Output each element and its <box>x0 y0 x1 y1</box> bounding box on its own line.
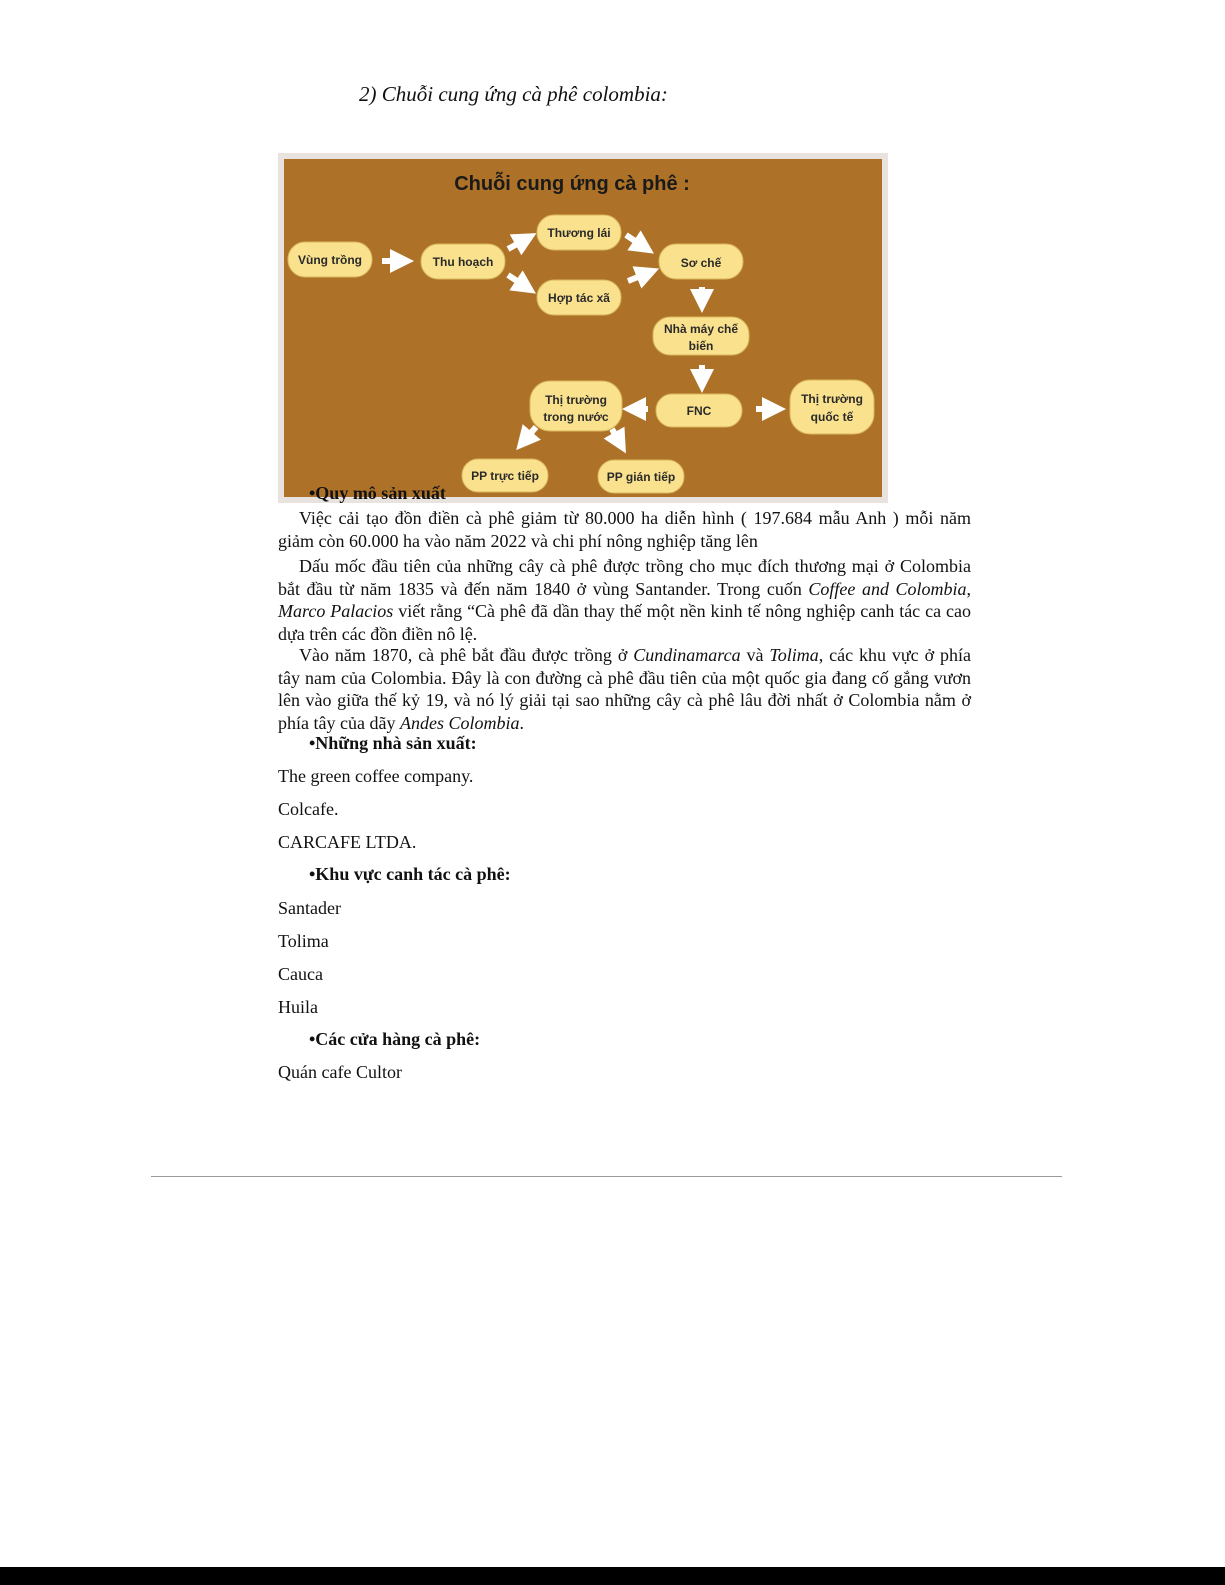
producers-heading: •Những nhà sản xuất: <box>309 733 477 753</box>
paragraph-regions-history <box>278 644 971 734</box>
label-pp-truc-tiep: PP trực tiếp <box>471 469 539 483</box>
region-tolima: Tolima <box>769 645 819 665</box>
history-text-2: , <box>966 578 971 599</box>
history-text-3: viết rằng “Cà phê đã dần thay thế một nền kinh tế nông nghiệp canh tác ca cao dựa trên các đồn điền nô lệ. <box>278 601 972 644</box>
shops-heading: •Các cửa hàng cà phê: <box>309 1029 481 1049</box>
region-item: Tolima <box>278 931 329 951</box>
paragraph-history <box>278 555 971 645</box>
diagram-background <box>284 159 882 497</box>
label-nha-may-2: biến <box>688 339 714 353</box>
region-andes: Andes Colombia <box>399 712 520 733</box>
node-tt-quoc-te <box>790 380 874 434</box>
history-text-1: Dấu mốc đầu tiên của những cây cà phê được trồng cho mục đích thương mại ở Colombia bắt đầu từ năm 1835 và đến năm 1840 ở vùng Santander. Trong cuốn <box>278 556 971 599</box>
regions-text-3: , các khu vực ở phía tây nam của Colombia. Đây là con đường cà phê đầu tiên của một quốc gia đang cố gắng vươn lên vào giữa thế kỷ 19, và nó lý giải tại sao những cây cà phê lâu đời nhất ở Colombia nằm ở phía tây của dãy <box>278 645 971 733</box>
region-item: Huila <box>278 997 318 1017</box>
regions-text-2: và <box>740 645 770 665</box>
label-hop-tac-xa: Hợp tác xã <box>548 291 610 305</box>
regions-text-1: Vào năm 1870, cà phê bắt đầu được trồng ở <box>299 645 634 665</box>
scale-heading: •Quy mô sản xuất <box>309 483 446 503</box>
label-fnc: FNC <box>686 404 712 418</box>
regions-heading: •Khu vực canh tác cà phê: <box>309 864 511 884</box>
footer-divider <box>151 1176 1062 1177</box>
label-pp-gian-tiep: PP gián tiếp <box>606 470 676 484</box>
paragraph-scale: Việc cải tạo đồn điền cà phê giảm từ 80.000 ha diễn hình ( 197.684 mẫu Anh ) mỗi năm giảm còn 60.000 ha vào năm 2022 và chi phí nông nghiệp tăng lên <box>278 508 971 551</box>
regions-text-4: . <box>519 712 524 733</box>
label-so-che: Sơ chế <box>680 256 722 270</box>
supply-chain-diagram <box>278 153 888 503</box>
diagram-title: Chuỗi cung ứng cà phê : <box>454 173 690 195</box>
label-thu-hoach: Thu hoạch <box>432 255 494 269</box>
section-heading: 2) Chuỗi cung ứng cà phê colombia: <box>359 82 668 106</box>
label-vung-trong: Vùng trồng <box>298 253 362 267</box>
label-tt-quoc-te-1: Thị trường <box>801 392 863 406</box>
page-bottom-edge <box>0 1567 1225 1585</box>
label-tt-trong-nuoc-1: Thị trường <box>545 393 607 407</box>
region-cundinamarca: Cundinamarca <box>633 645 741 665</box>
label-tt-trong-nuoc-2: trong nước <box>543 410 609 424</box>
book-title: Coffee and Colombia <box>808 578 967 599</box>
label-tt-quoc-te-2: quốc tế <box>810 410 854 424</box>
author-name: Marco Palacios <box>278 601 394 621</box>
region-item: Santader <box>278 898 341 918</box>
shop-item: Quán cafe Cultor <box>278 1062 402 1082</box>
producer-item: The green coffee company. <box>278 766 474 786</box>
label-nha-may-1: Nhà máy chế <box>663 322 739 336</box>
producer-item: CARCAFE LTDA. <box>278 832 417 852</box>
label-thuong-lai: Thương lái <box>547 226 611 240</box>
producer-item: Colcafe. <box>278 799 339 819</box>
region-item: Cauca <box>278 964 323 984</box>
